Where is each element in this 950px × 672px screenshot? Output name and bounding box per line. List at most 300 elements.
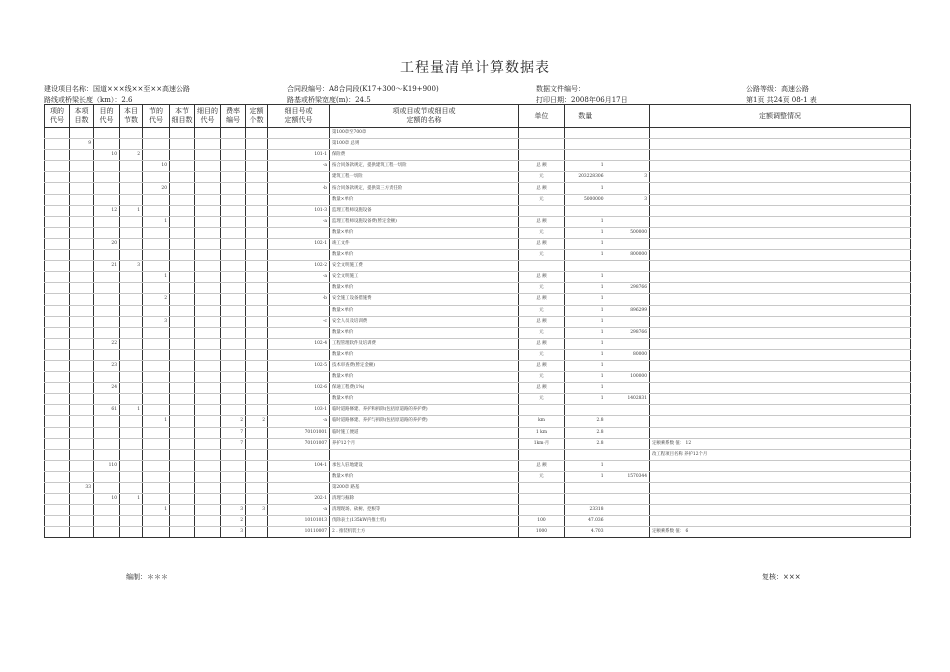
table-cell: 安全文明施工费 <box>330 261 519 272</box>
table-cell: 总 额 <box>519 272 565 283</box>
table-row <box>45 349 911 360</box>
table-cell: 1 <box>565 349 606 360</box>
table-cell: 元 <box>519 283 565 294</box>
col-header <box>606 105 650 128</box>
table-cell <box>650 471 911 482</box>
table-cell <box>268 483 330 494</box>
table-cell <box>195 360 221 371</box>
table-cell <box>650 372 911 383</box>
table-cell <box>195 139 221 150</box>
table-cell: 7 <box>221 427 246 438</box>
table-cell <box>246 172 268 183</box>
table-cell <box>170 527 195 538</box>
table-cell <box>70 172 94 183</box>
table-cell: 61 <box>94 405 120 416</box>
table-cell: 23 <box>94 360 120 371</box>
table-cell: 1000 <box>519 527 565 538</box>
table-cell <box>246 150 268 161</box>
table-cell <box>195 283 221 294</box>
table-cell <box>268 349 330 360</box>
table-cell: 总 额 <box>519 238 565 249</box>
table-cell <box>519 205 565 216</box>
table-cell <box>143 349 170 360</box>
table-cell <box>650 427 911 438</box>
table-cell <box>650 516 911 527</box>
table-cell: 安全施工设备措施费 <box>330 294 519 305</box>
table-cell: 3 <box>120 261 143 272</box>
table-cell <box>221 383 246 394</box>
table-cell: 70101007 <box>268 438 330 449</box>
table-cell: 保险费 <box>330 150 519 161</box>
table-cell <box>246 216 268 227</box>
table-cell <box>221 205 246 216</box>
table-cell: 47.036 <box>565 516 606 527</box>
table-cell <box>170 471 195 482</box>
col-header: 节的 代号 <box>143 105 170 128</box>
table-cell <box>606 360 650 371</box>
table-cell <box>170 216 195 227</box>
table-row <box>45 449 911 460</box>
table-cell: -b <box>268 183 330 194</box>
table-cell <box>221 460 246 471</box>
table-cell <box>650 261 911 272</box>
table-cell <box>94 316 120 327</box>
table-cell: 1 <box>565 360 606 371</box>
table-cell <box>120 527 143 538</box>
table-cell <box>650 327 911 338</box>
table-cell <box>143 305 170 316</box>
table-cell <box>70 338 94 349</box>
table-cell: 110 <box>94 460 120 471</box>
table-row <box>45 394 911 405</box>
table-cell <box>246 360 268 371</box>
table-cell <box>120 394 143 405</box>
table-cell <box>45 483 70 494</box>
table-cell <box>195 172 221 183</box>
table-cell <box>221 150 246 161</box>
table-cell: -a <box>268 161 330 172</box>
table-row <box>45 305 911 316</box>
table-row <box>45 338 911 349</box>
table-cell <box>45 383 70 394</box>
table-cell: -a <box>268 505 330 516</box>
table-cell <box>94 294 120 305</box>
table-cell: 养护12个月 <box>330 438 519 449</box>
table-cell <box>170 494 195 505</box>
table-cell: 1km·月 <box>519 438 565 449</box>
table-row <box>45 250 911 261</box>
table-cell: 4.703 <box>565 527 606 538</box>
table-cell <box>45 150 70 161</box>
table-row <box>45 139 911 150</box>
table-cell <box>195 327 221 338</box>
table-row <box>45 316 911 327</box>
table-cell <box>94 327 120 338</box>
table-cell <box>606 128 650 139</box>
table-cell: 80000 <box>606 349 650 360</box>
table-cell <box>221 305 246 316</box>
table-cell <box>519 483 565 494</box>
table-cell <box>143 438 170 449</box>
table-row <box>45 183 911 194</box>
table-cell <box>120 438 143 449</box>
table-cell <box>120 360 143 371</box>
table-cell <box>94 416 120 427</box>
table-cell: 1 <box>565 283 606 294</box>
table-cell: 104-1 <box>268 460 330 471</box>
table-cell <box>143 261 170 272</box>
col-header: 定额 个数 <box>246 105 268 128</box>
table-cell <box>246 494 268 505</box>
table-cell: 298766 <box>606 327 650 338</box>
table-cell <box>45 505 70 516</box>
table-cell <box>120 349 143 360</box>
table-cell: 1 <box>565 183 606 194</box>
table-cell <box>143 172 170 183</box>
col-header: 本目 节数 <box>120 105 143 128</box>
table-cell <box>143 394 170 405</box>
table-cell: 临时道路修建、养护和拆除(包括原道路的养护费) <box>330 405 519 416</box>
table-cell: 100000 <box>606 372 650 383</box>
table-cell: 1 <box>143 272 170 283</box>
table-cell <box>650 305 911 316</box>
table-cell: -a <box>268 416 330 427</box>
table-cell: 102-4 <box>268 338 330 349</box>
table-cell <box>120 427 143 438</box>
table-cell <box>45 294 70 305</box>
table-cell: 23318 <box>565 505 606 516</box>
table-cell: 1 <box>565 305 606 316</box>
table-cell <box>70 494 94 505</box>
table-cell <box>606 261 650 272</box>
table-cell: 3 <box>143 316 170 327</box>
table-cell <box>70 238 94 249</box>
table-cell: 竣工文件 <box>330 238 519 249</box>
table-cell <box>45 394 70 405</box>
table-cell <box>195 438 221 449</box>
table-cell: 1 <box>143 505 170 516</box>
table-cell: 3 <box>606 172 650 183</box>
table-cell <box>94 505 120 516</box>
table-cell <box>195 527 221 538</box>
table-cell <box>195 194 221 205</box>
table-cell <box>195 516 221 527</box>
table-cell <box>120 283 143 294</box>
table-cell <box>221 261 246 272</box>
table-cell <box>650 338 911 349</box>
table-cell: 800000 <box>606 250 650 261</box>
table-row <box>45 516 911 527</box>
table-cell <box>519 128 565 139</box>
table-cell <box>94 516 120 527</box>
table-cell <box>45 349 70 360</box>
table-cell <box>170 449 195 460</box>
table-cell <box>650 227 911 238</box>
table-cell: 第100章至700章 <box>330 128 519 139</box>
table-cell <box>195 250 221 261</box>
table-cell <box>606 150 650 161</box>
table-cell <box>70 272 94 283</box>
table-cell: 数量×单价 <box>330 372 519 383</box>
table-cell <box>195 150 221 161</box>
table-cell <box>246 516 268 527</box>
table-cell <box>45 305 70 316</box>
table-cell <box>143 327 170 338</box>
table-cell <box>170 483 195 494</box>
table-cell <box>94 449 120 460</box>
table-cell <box>606 205 650 216</box>
table-cell <box>94 372 120 383</box>
table-row <box>45 128 911 139</box>
table-cell <box>246 128 268 139</box>
table-cell <box>170 460 195 471</box>
table-cell <box>45 471 70 482</box>
table-cell: 技术审查费(暂定金额) <box>330 360 519 371</box>
table-cell: 元 <box>519 327 565 338</box>
table-cell: 清理现场、砍树、挖根等 <box>330 505 519 516</box>
table-cell <box>650 150 911 161</box>
table-cell: 3 <box>246 505 268 516</box>
table-cell: 总 额 <box>519 360 565 371</box>
table-cell <box>246 305 268 316</box>
table-cell <box>45 283 70 294</box>
table-cell <box>170 505 195 516</box>
table-cell <box>70 327 94 338</box>
table-cell <box>246 438 268 449</box>
table-cell <box>70 161 94 172</box>
col-header: 本节 细目数 <box>170 105 195 128</box>
table-cell <box>94 250 120 261</box>
table-cell: 保通工程费(1%) <box>330 383 519 394</box>
table-cell <box>45 161 70 172</box>
table-cell <box>221 316 246 327</box>
table-cell <box>70 205 94 216</box>
table-row <box>45 205 911 216</box>
table-cell <box>94 216 120 227</box>
table-cell <box>650 416 911 427</box>
table-cell <box>120 338 143 349</box>
compiler: 编制：＊＊＊ <box>126 573 168 581</box>
table-cell <box>94 427 120 438</box>
table-cell <box>94 183 120 194</box>
table-cell <box>565 405 606 416</box>
table-cell: 数量×单价 <box>330 305 519 316</box>
table-cell <box>70 294 94 305</box>
table-cell: 1 <box>565 460 606 471</box>
table-cell <box>120 250 143 261</box>
table-cell <box>221 405 246 416</box>
table-cell: 监理工程师设施设备 <box>330 205 519 216</box>
table-cell <box>246 194 268 205</box>
table-cell <box>70 216 94 227</box>
table-cell <box>143 250 170 261</box>
table-cell <box>195 405 221 416</box>
road-length: 路线或桥梁长度（km）：2.6 <box>44 96 133 104</box>
col-header: 定额调整情况 <box>650 105 911 128</box>
table-cell <box>120 449 143 460</box>
table-cell <box>120 516 143 527</box>
table-cell: 2 <box>143 294 170 305</box>
table-cell <box>143 405 170 416</box>
table-cell <box>120 272 143 283</box>
table-cell <box>170 150 195 161</box>
col-header: 单位 <box>519 105 565 128</box>
table-cell <box>650 405 911 416</box>
table-cell <box>246 327 268 338</box>
table-cell: 1 <box>565 338 606 349</box>
table-cell <box>170 139 195 150</box>
table-cell <box>45 460 70 471</box>
table-row <box>45 416 911 427</box>
table-cell <box>246 471 268 482</box>
table-cell: 10110007 <box>268 527 330 538</box>
table-cell: 定额乘系数 值： 6 <box>650 527 911 538</box>
table-cell <box>606 460 650 471</box>
col-header: 费率 编号 <box>221 105 246 128</box>
table-cell <box>650 183 911 194</box>
table-cell <box>45 449 70 460</box>
table-cell <box>606 505 650 516</box>
table-cell <box>94 349 120 360</box>
table-cell <box>221 128 246 139</box>
col-header: 数量 <box>565 105 606 128</box>
table-cell <box>120 383 143 394</box>
table-cell <box>650 172 911 183</box>
table-cell: 1 <box>565 161 606 172</box>
table-cell <box>606 483 650 494</box>
table-cell <box>246 261 268 272</box>
table-cell <box>45 194 70 205</box>
table-cell: 总 额 <box>519 294 565 305</box>
table-cell <box>143 150 170 161</box>
table-cell: 第100章 总则 <box>330 139 519 150</box>
page-info: 第1页 共24页 08-1 表 <box>746 96 817 104</box>
table-row <box>45 283 911 294</box>
table-cell <box>650 294 911 305</box>
table-cell: 2.8 <box>565 438 606 449</box>
table-cell: 总 额 <box>519 216 565 227</box>
table-cell: 896299 <box>606 305 650 316</box>
table-cell <box>221 139 246 150</box>
table-row <box>45 383 911 394</box>
table-cell <box>70 283 94 294</box>
table-cell: 临时道路修建、养护与拆除(包括原道路的养护费) <box>330 416 519 427</box>
table-cell <box>606 316 650 327</box>
table-cell <box>195 394 221 405</box>
table-cell <box>650 505 911 516</box>
table-cell: 伐除表土(135kW内推土机) <box>330 516 519 527</box>
table-cell <box>268 250 330 261</box>
table-cell <box>195 316 221 327</box>
table-cell <box>650 394 911 405</box>
table-cell <box>221 250 246 261</box>
table-cell <box>170 183 195 194</box>
table-cell <box>195 216 221 227</box>
table-cell <box>70 394 94 405</box>
table-cell <box>143 338 170 349</box>
table-cell <box>606 405 650 416</box>
table-cell <box>195 128 221 139</box>
table-cell: 安全文明施工 <box>330 272 519 283</box>
table-cell <box>246 183 268 194</box>
table-cell <box>170 394 195 405</box>
table-cell: 元 <box>519 394 565 405</box>
table-cell <box>170 349 195 360</box>
table-cell <box>45 250 70 261</box>
project-name: 建设项目名称：国道×××线××至××高速公路 <box>44 85 191 93</box>
table-cell: 总 额 <box>519 316 565 327</box>
table-cell: 按合同条款规定，提供建筑工程一切险 <box>330 161 519 172</box>
table-cell <box>221 161 246 172</box>
table-cell <box>195 238 221 249</box>
table-header-row <box>45 105 911 128</box>
road-grade: 公路等级：高速公路 <box>746 85 809 93</box>
table-cell <box>94 161 120 172</box>
table-cell <box>120 372 143 383</box>
table-cell <box>195 261 221 272</box>
table-cell: 203228306 <box>565 172 606 183</box>
table-cell <box>143 128 170 139</box>
table-cell <box>70 416 94 427</box>
table-row <box>45 527 911 538</box>
table-cell <box>70 128 94 139</box>
table-cell <box>120 294 143 305</box>
table-cell <box>519 505 565 516</box>
table-cell <box>195 227 221 238</box>
table-cell <box>246 238 268 249</box>
col-header: 本项 目数 <box>70 105 94 128</box>
table-cell <box>330 449 519 460</box>
table-cell: 2.8 <box>565 416 606 427</box>
table-cell <box>221 238 246 249</box>
col-header: 细目号或 定额代号 <box>268 105 330 128</box>
table-cell <box>195 483 221 494</box>
table-cell: 总 额 <box>519 161 565 172</box>
table-cell <box>143 494 170 505</box>
table-cell: 10 <box>143 161 170 172</box>
table-cell <box>45 205 70 216</box>
table-cell: 数量×单价 <box>330 394 519 405</box>
table-cell <box>143 283 170 294</box>
table-cell <box>606 338 650 349</box>
table-cell <box>94 272 120 283</box>
table-cell: 总 额 <box>519 338 565 349</box>
table-cell <box>45 494 70 505</box>
table-cell <box>70 183 94 194</box>
table-cell: 建筑工程一切险 <box>330 172 519 183</box>
table-cell <box>170 372 195 383</box>
col-header: 项的 代号 <box>45 105 70 128</box>
table-cell <box>45 327 70 338</box>
table-cell <box>606 416 650 427</box>
table-cell: 33 <box>70 483 94 494</box>
table-cell: 定额乘系数 值： 12 <box>650 438 911 449</box>
table-cell: 安全人员及培训费 <box>330 316 519 327</box>
table-cell <box>120 161 143 172</box>
table-cell <box>70 471 94 482</box>
table-cell <box>519 494 565 505</box>
table-cell <box>45 272 70 283</box>
table-cell <box>195 305 221 316</box>
table-cell: 1 <box>565 316 606 327</box>
table-cell <box>45 360 70 371</box>
quantity-table <box>44 104 911 538</box>
table-cell <box>70 150 94 161</box>
table-cell <box>221 172 246 183</box>
table-cell <box>45 316 70 327</box>
table-cell: 数量×单价 <box>330 194 519 205</box>
table-cell <box>195 471 221 482</box>
